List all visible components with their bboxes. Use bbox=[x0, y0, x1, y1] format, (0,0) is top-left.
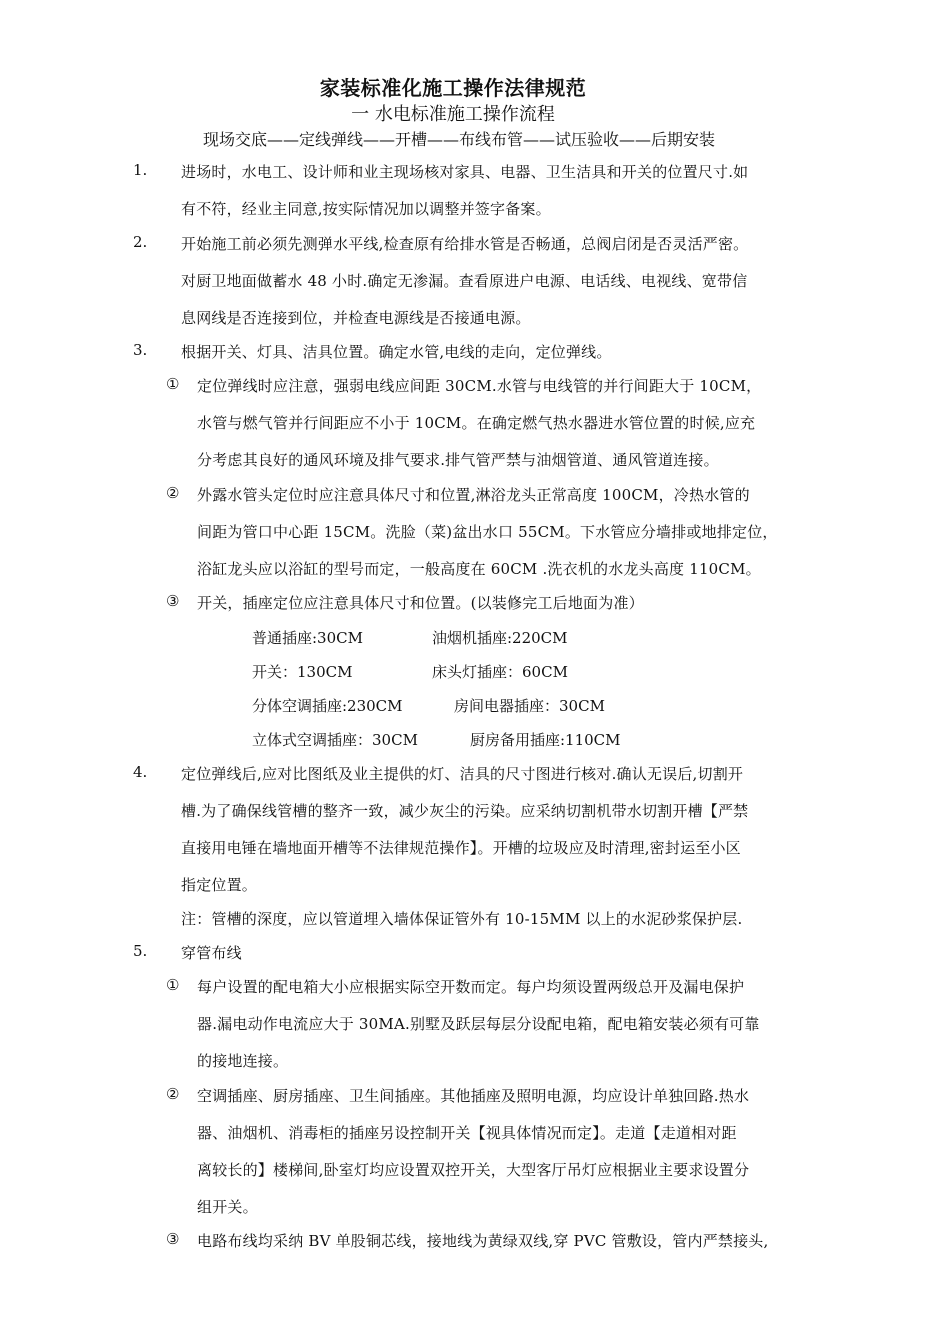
item-1-line-1: 进场时，水电工、设计师和业主现场核对家具、电器、卫生洁具和开关的位置尺寸.如 bbox=[181, 163, 749, 181]
spec-label: 立体式空调插座：30CM bbox=[252, 731, 418, 749]
item-3-line-1: 根据开关、灯具、洁具位置。确定水管,电线的走向，定位弹线。 bbox=[181, 343, 612, 361]
item-1-number: 1. bbox=[133, 161, 148, 179]
item-3-sub-1-line-2: 水管与燃气管并行间距应不小于 10CM。在确定燃气热水器进水管位置的时候,应充 bbox=[197, 414, 756, 432]
item-5-sub-2-line-3: 离较长的】楼梯间,卧室灯均应设置双控开关，大型客厅吊灯应根据业主要求设置分 bbox=[197, 1161, 750, 1179]
item-4-number: 4. bbox=[133, 763, 148, 781]
spec-label: 房间电器插座：30CM bbox=[454, 697, 605, 715]
item-5-sub-1-line-2: 器.漏电动作电流应大于 30MA.别墅及跃层每层分设配电箱，配电箱安装必须有可靠 bbox=[197, 1015, 760, 1033]
spec-label: 分体空调插座:230CM bbox=[252, 697, 403, 715]
item-3-sub-1-mark: ① bbox=[166, 375, 180, 393]
spec-label: 普通插座:30CM bbox=[252, 629, 363, 647]
item-3-sub-3-line-1: 开关，插座定位应注意具体尺寸和位置。(以装修完工后地面为准） bbox=[197, 594, 644, 612]
item-2-line-3: 息网线是否连接到位，并检查电源线是否接通电源。 bbox=[181, 309, 531, 327]
spec-label: 开关：130CM bbox=[252, 663, 353, 681]
process-flow: 现场交底——定线弹线——开槽——布线布管——试压验收——后期安装 bbox=[203, 130, 716, 149]
item-4-line-2: 槽.为了确保线管槽的整齐一致，减少灰尘的污染。应采纳切割机带水切割开槽【严禁 bbox=[181, 802, 749, 820]
item-5-sub-1-line-3: 的接地连接。 bbox=[197, 1052, 289, 1070]
item-5-sub-2-mark: ② bbox=[166, 1085, 180, 1103]
spec-label: 厨房备用插座:110CM bbox=[470, 731, 621, 749]
item-3-sub-2-line-1: 外露水管头定位时应注意具体尺寸和位置,淋浴龙头正常高度 100CM，冷热水管的 bbox=[197, 486, 750, 504]
item-3-sub-2-line-2: 间距为管口中心距 15CM。洗脸（菜)盆出水口 55CM。下水管应分墙排或地排定位， bbox=[197, 523, 778, 541]
item-2-number: 2. bbox=[133, 233, 148, 251]
item-4-line-1: 定位弹线后,应对比图纸及业主提供的灯、洁具的尺寸图进行核对.确认无误后,切割开 bbox=[181, 765, 744, 783]
item-3-sub-2-mark: ② bbox=[166, 484, 180, 502]
item-2-line-2: 对厨卫地面做蓄水 48 小时.确定无渗漏。查看原进户电源、电话线、电视线、宽带信 bbox=[181, 272, 748, 290]
item-5-sub-2-line-1: 空调插座、厨房插座、卫生间插座。其他插座及照明电源，均应设计单独回路.热水 bbox=[197, 1087, 750, 1105]
item-5-number: 5. bbox=[133, 942, 148, 960]
item-5-sub-1-mark: ① bbox=[166, 976, 180, 994]
item-5-line-1: 穿管布线 bbox=[181, 944, 242, 962]
item-3-number: 3. bbox=[133, 341, 148, 359]
item-5-sub-3-line-1: 电路布线均采纳 BV 单股铜芯线，接地线为黄绿双线,穿 PVC 管敷设，管内严禁接头, bbox=[197, 1232, 769, 1250]
item-3-sub-3-mark: ③ bbox=[166, 592, 180, 610]
item-3-sub-1-line-1: 定位弹线时应注意，强弱电线应间距 30CM.水管与电线管的并行间距大于 10CM， bbox=[197, 377, 762, 395]
spec-label: 油烟机插座:220CM bbox=[432, 629, 568, 647]
item-3-sub-2-line-3: 浴缸龙头应以浴缸的型号而定，一般高度在 60CM .洗衣机的水龙头高度 110CM。 bbox=[197, 560, 761, 578]
document-title: 家装标准化施工操作法律规范 bbox=[319, 76, 587, 100]
spec-label: 床头灯插座：60CM bbox=[432, 663, 568, 681]
item-2-line-1: 开始施工前必须先测弹水平线,检查原有给排水管是否畅通，总阀启闭是否灵活严密。 bbox=[181, 235, 749, 253]
item-5-sub-2-line-2: 器、油烟机、消毒柜的插座另设控制开关【视具体情况而定】。走道【走道相对距 bbox=[197, 1124, 737, 1142]
item-5-sub-2-line-4: 组开关。 bbox=[197, 1198, 258, 1216]
item-3-sub-1-line-3: 分考虑其良好的通风环境及排气要求.排气管严禁与油烟管道、通风管道连接。 bbox=[197, 451, 719, 469]
section-heading: 一 水电标准施工操作流程 bbox=[351, 104, 555, 125]
item-4-note: 注：管槽的深度，应以管道埋入墙体保证管外有 10-15MM 以上的水泥砂浆保护层. bbox=[181, 910, 743, 928]
item-1-line-2: 有不符，经业主同意,按实际情况加以调整并签字备案。 bbox=[181, 200, 551, 218]
item-4-line-3: 直接用电锤在墙地面开槽等不法律规范操作】。开槽的垃圾应及时清理,密封运至小区 bbox=[181, 839, 741, 857]
item-5-sub-3-mark: ③ bbox=[166, 1230, 180, 1248]
item-4-line-4: 指定位置。 bbox=[181, 876, 258, 894]
item-5-sub-1-line-1: 每户设置的配电箱大小应根据实际空开数而定。每户均须设置两级总开及漏电保护 bbox=[197, 978, 745, 996]
